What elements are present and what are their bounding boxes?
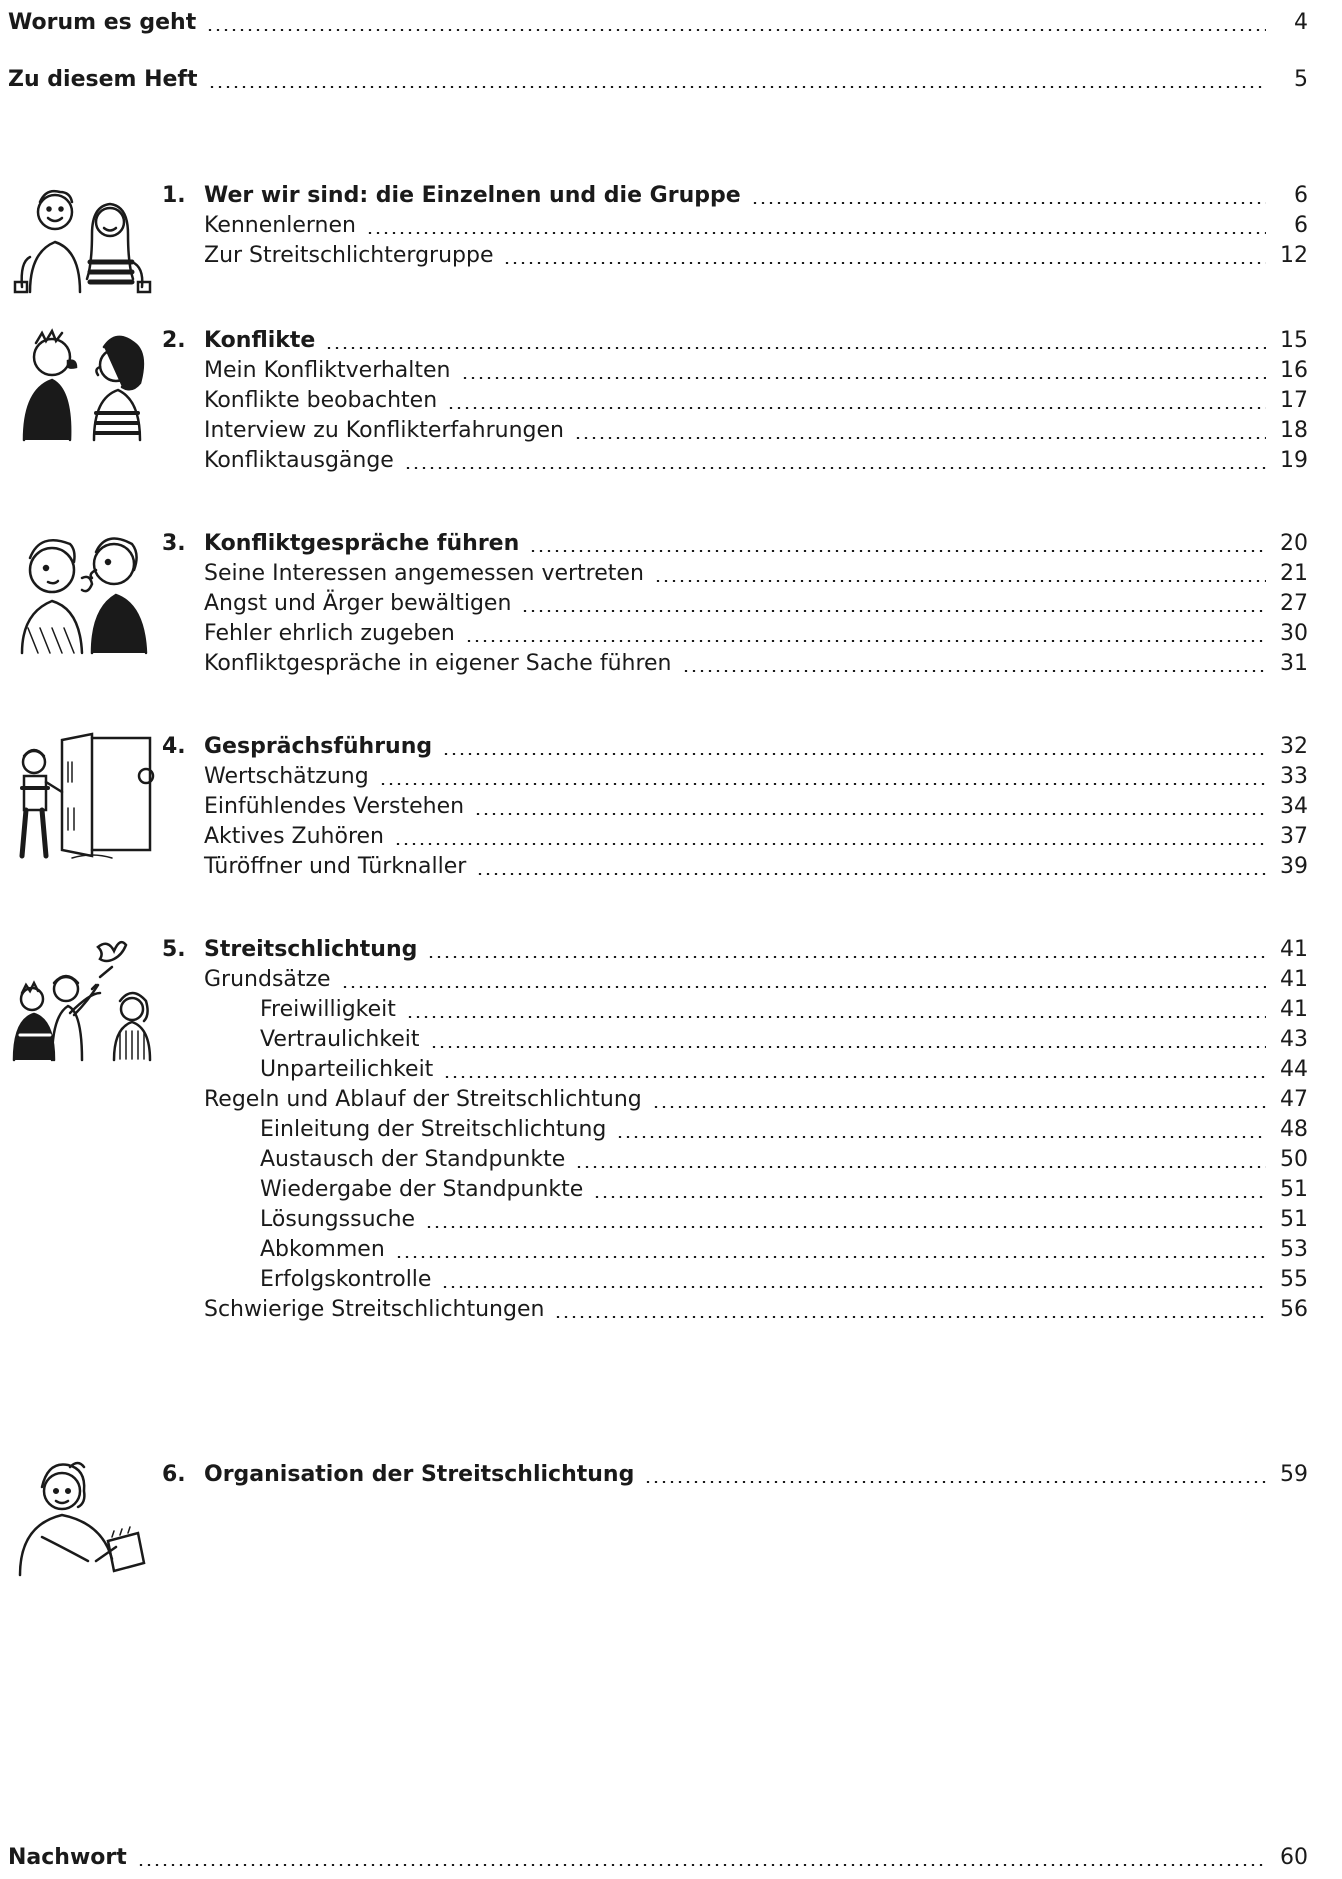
toc-item-label: Erfolgskontrolle (260, 1267, 432, 1292)
arguing-kids-icon (14, 325, 154, 445)
dot-leader (406, 1016, 1266, 1018)
toc-item[interactable] (204, 619, 1308, 649)
toc-page-number: 6 (1294, 213, 1308, 238)
toc-section-title: Gesprächsführung (204, 734, 433, 759)
toc-subitem[interactable] (260, 1205, 1308, 1235)
toc-page-number: 12 (1280, 243, 1308, 268)
toc-item-label: Konfliktausgänge (204, 448, 394, 473)
toc-section-title: Konfliktgespräche führen (204, 531, 520, 556)
toc-page-number: 32 (1280, 734, 1308, 759)
toc-item[interactable] (204, 852, 1308, 882)
toc-item-label: Freiwilligkeit (260, 997, 396, 1022)
toc-page-number: 43 (1280, 1027, 1308, 1052)
dot-leader (341, 986, 1266, 988)
toc-item-label: Einfühlendes Verstehen (204, 794, 465, 819)
dot-leader (208, 86, 1266, 88)
toc-section-6[interactable] (162, 1460, 1308, 1490)
toc-page-number: 53 (1280, 1237, 1308, 1262)
toc-item-label: Austausch der Standpunkte (260, 1147, 566, 1172)
toc-section-4[interactable] (162, 732, 1308, 762)
section-number: 6. (162, 1462, 186, 1487)
toc-item-label: Interview zu Konflikterfahrungen (204, 418, 564, 443)
toc-page-number: 48 (1280, 1117, 1308, 1142)
dot-leader (441, 1286, 1266, 1288)
toc-item-label: Aktives Zuhören (204, 824, 384, 849)
whispering-kids-icon (12, 528, 152, 656)
dot-leader (465, 640, 1266, 642)
toc-item[interactable] (204, 446, 1308, 476)
toc-subitem[interactable] (260, 1265, 1308, 1295)
toc-item-label: Vertraulichkeit (260, 1027, 420, 1052)
dot-leader (427, 956, 1266, 958)
dot-leader (529, 550, 1266, 552)
dot-leader (379, 783, 1266, 785)
toc-entry-label: Worum es geht (8, 10, 197, 35)
toc-page-number: 17 (1280, 388, 1308, 413)
toc-item-label: Konflikte beobachten (204, 388, 438, 413)
toc-page-number: 37 (1280, 824, 1308, 849)
toc-item[interactable] (204, 241, 1308, 271)
toc-section-5[interactable] (162, 935, 1308, 965)
dot-leader (575, 1166, 1266, 1168)
toc-section-3[interactable] (162, 529, 1308, 559)
toc-page-number: 18 (1280, 418, 1308, 443)
dot-leader (443, 1076, 1266, 1078)
toc-page-number: 31 (1280, 651, 1308, 676)
section-number: 1. (162, 183, 186, 208)
toc-page-number: 47 (1280, 1087, 1308, 1112)
dot-leader (474, 813, 1266, 815)
toc-item-label: Fehler ehrlich zugeben (204, 621, 455, 646)
toc-page-number: 41 (1280, 937, 1308, 962)
dot-leader (503, 262, 1266, 264)
toc-section-2[interactable] (162, 326, 1308, 356)
section-number: 4. (162, 734, 186, 759)
toc-item[interactable] (204, 589, 1308, 619)
toc-section-1[interactable] (162, 181, 1308, 211)
dot-leader (425, 1226, 1266, 1228)
toc-page-number: 27 (1280, 591, 1308, 616)
toc-item-label: Wertschätzung (204, 764, 369, 789)
toc-item-label: Türöffner und Türknaller (204, 854, 467, 879)
toc-item-label: Konfliktgespräche in eigener Sache führen (204, 651, 672, 676)
toc-item[interactable] (204, 965, 1308, 995)
toc-item-label: Mein Konfliktverhalten (204, 358, 451, 383)
toc-page-number: 59 (1280, 1462, 1308, 1487)
dot-leader (644, 1481, 1266, 1483)
toc-page-number: 56 (1280, 1297, 1308, 1322)
toc-entry-nachwort[interactable] (8, 1843, 1308, 1873)
dot-leader (751, 202, 1266, 204)
dot-leader (404, 467, 1266, 469)
toc-page-number: 6 (1294, 183, 1308, 208)
toc-page-number: 41 (1280, 967, 1308, 992)
dot-leader (430, 1046, 1266, 1048)
dot-leader (476, 873, 1266, 875)
toc-item-label: Abkommen (260, 1237, 385, 1262)
toc-page-number: 41 (1280, 997, 1308, 1022)
toc-page-number: 51 (1280, 1177, 1308, 1202)
dot-leader (137, 1864, 1266, 1866)
toc-page-number: 4 (1294, 10, 1308, 35)
toc-item-label: Angst und Ärger bewältigen (204, 591, 512, 616)
two-friends-icon (10, 182, 160, 302)
toc-subitem[interactable] (260, 1055, 1308, 1085)
toc-section-title: Streitschlichtung (204, 937, 418, 962)
toc-section-title: Organisation der Streitschlichtung (204, 1462, 635, 1487)
dot-leader (206, 29, 1266, 31)
toc-item-label: Unparteilichkeit (260, 1057, 434, 1082)
toc-entry-label: Zu diesem Heft (8, 67, 198, 92)
dot-leader (652, 1106, 1266, 1108)
toc-subitem[interactable] (260, 1175, 1308, 1205)
toc-item[interactable] (204, 822, 1308, 852)
toc-item[interactable] (204, 559, 1308, 589)
toc-entry-zu-diesem-heft[interactable] (8, 65, 1308, 95)
dot-leader (366, 232, 1266, 234)
toc-subitem[interactable] (260, 1235, 1308, 1265)
toc-entry-label: Nachwort (8, 1845, 127, 1870)
section-number: 3. (162, 531, 186, 556)
toc-item[interactable] (204, 416, 1308, 446)
toc-page-number: 5 (1294, 67, 1308, 92)
toc-item-label: Wiedergabe der Standpunkte (260, 1177, 584, 1202)
toc-subitem[interactable] (260, 995, 1308, 1025)
dot-leader (394, 843, 1266, 845)
toc-page-number: 50 (1280, 1147, 1308, 1172)
toc-item-label: Regeln und Ablauf der Streitschlichtung (204, 1087, 642, 1112)
toc-item[interactable] (204, 211, 1308, 241)
section-number: 2. (162, 328, 186, 353)
dot-leader (593, 1196, 1266, 1198)
dot-leader (616, 1136, 1266, 1138)
toc-page-number: 20 (1280, 531, 1308, 556)
dot-leader (574, 437, 1266, 439)
toc-item[interactable] (204, 649, 1308, 679)
toc-item-label: Lösungssuche (260, 1207, 416, 1232)
toc-entry-worum-es-geht[interactable] (8, 8, 1308, 38)
toc-item-label: Zur Streitschlichtergruppe (204, 243, 494, 268)
dot-leader (682, 670, 1267, 672)
toc-page-number: 16 (1280, 358, 1308, 383)
toc-item[interactable] (204, 762, 1308, 792)
dot-leader (521, 610, 1266, 612)
toc-item-label: Seine Interessen angemessen vertreten (204, 561, 644, 586)
dot-leader (442, 753, 1266, 755)
toc-page-number: 60 (1280, 1845, 1308, 1870)
dot-leader (325, 347, 1266, 349)
toc-page-number: 55 (1280, 1267, 1308, 1292)
dot-leader (395, 1256, 1266, 1258)
toc-item-label: Einleitung der Streitschlichtung (260, 1117, 607, 1142)
toc-page-number: 33 (1280, 764, 1308, 789)
toc-page-number: 21 (1280, 561, 1308, 586)
toc-section-title: Wer wir sind: die Einzelnen und die Gruppe (204, 183, 741, 208)
toc-item-label: Schwierige Streitschlichtungen (204, 1297, 545, 1322)
toc-item[interactable] (204, 386, 1308, 416)
toc-page-number: 15 (1280, 328, 1308, 353)
toc-section-title: Konflikte (204, 328, 316, 353)
toc-page-number: 39 (1280, 854, 1308, 879)
dot-leader (554, 1316, 1266, 1318)
toc-item[interactable] (204, 792, 1308, 822)
toc-page-number: 34 (1280, 794, 1308, 819)
girl-with-notepad-icon (12, 1457, 157, 1577)
toc-page-number: 30 (1280, 621, 1308, 646)
toc-subitem[interactable] (260, 1025, 1308, 1055)
dove-group-icon (12, 935, 157, 1067)
toc-item[interactable] (204, 356, 1308, 386)
toc-page-number: 19 (1280, 448, 1308, 473)
toc-item[interactable] (204, 1295, 1308, 1325)
dot-leader (654, 580, 1266, 582)
dot-leader (447, 407, 1266, 409)
section-number: 5. (162, 937, 186, 962)
dot-leader (461, 377, 1267, 379)
toc-item-label: Grundsätze (204, 967, 331, 992)
toc-item-label: Kennenlernen (204, 213, 356, 238)
open-door-icon (12, 732, 157, 862)
toc-subitem[interactable] (260, 1145, 1308, 1175)
toc-subitem[interactable] (260, 1115, 1308, 1145)
toc-page-number: 44 (1280, 1057, 1308, 1082)
toc-item[interactable] (204, 1085, 1308, 1115)
toc-page-number: 51 (1280, 1207, 1308, 1232)
